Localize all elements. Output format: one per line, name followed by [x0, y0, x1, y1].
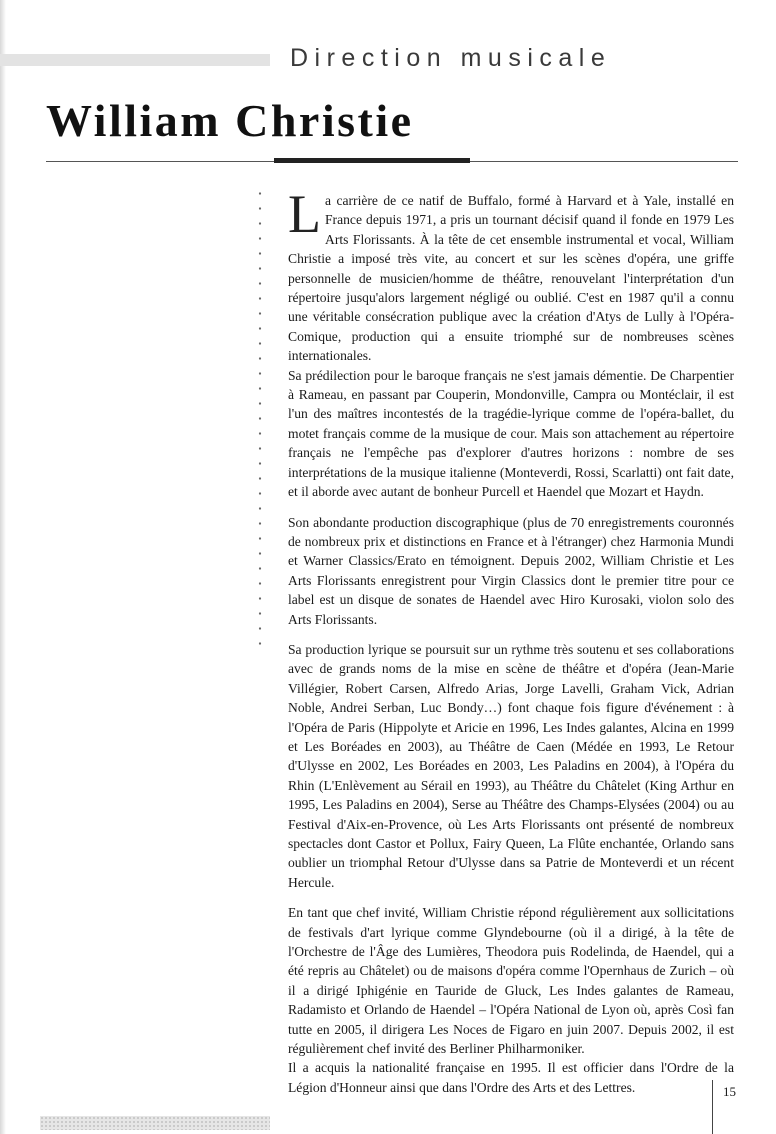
paragraph-3: Son abondante production discographique (plus de 70 enregistrements couronnés de nombreux prix et distinctions en France et à l'étranger) chez Harmonia Mundi et Warner Classics/Erato en témoignent. Depuis 2002, William Christie et Les Arts Florissants enregistrent pour Virgin Classics dont le premier titre pour ce label est un disque de sonates de Haendel avec Hiro Kurosaki, violon solo des Arts Florissants. — [288, 514, 734, 627]
footer-decorative-bar — [40, 1116, 270, 1130]
page-edge-shadow — [0, 0, 6, 1134]
page-number: 15 — [712, 1080, 736, 1134]
header-decorative-bar — [0, 54, 270, 66]
paragraph-text: a carrière de ce natif de Buffalo, formé à Harvard et à Yale, installé en France depuis 1971, a pris un tournant décisif quand il fonde en 1979 Les Arts Florissants. À la tête de cet ensemble instrumental et vocal, William Christie a imposé très vite, au concert et sur les scènes d'opéra, une griffe personnelle de musicien/homme de théâtre, renouvelant l'interprétation d'un répertoire jusqu'alors largement négligé ou oublié. C'est en 1987 qu'il a connu une véritable consécration publique avec la création d'Atys de Lully à l'Opéra-Comique, production qui a ensuite triomphé sur de nombreuses scènes internationales. — [288, 193, 734, 364]
dotted-margin-line — [257, 186, 263, 656]
paragraph-4: Sa production lyrique se poursuit sur un rythme très soutenu et ses collaborations avec de grands noms de la mise en scène de théâtre et d'opéra (Jean-Marie Villégier, Robert Carsen, Alfredo Arias, Jorge Lavelli, Graham Vick, Adrian Noble, Andrei Serban, Luc Bondy…) font chaque fois figure d'événement : à l'Opéra de Paris (Hippolyte et Aricie en 1996, Les Indes galantes, Alcina en 1999 et Les Boréades en 2003), au Théâtre de Caen (Médée en 1993, Le Retour d'Ulysse en 2002, Les Boréades en 2003, Les Paladins en 2004), à l'Opéra du Rhin (L'Enlèvement au Sérail en 1993), au Théâtre du Châtelet (King Arthur en 1995, Les Paladins en 2004), Serse au Théâtre des Champs-Elysées (2004) ou au Festival d'Aix-en-Provence, où Les Arts Florissants ont présenté de nombreux spectacles dont Castor et Pollux, Fairy Queen, La Flûte enchantée, Orlando sans oublier un triomphal Retour d'Ulysse dans sa Patrie de Monteverdi et un récent Hercule. — [288, 641, 734, 890]
page-title: William Christie — [46, 95, 414, 146]
paragraph-2: Sa prédilection pour le baroque français ne s'est jamais démentie. De Charpentier à Rameau, en passant par Couperin, Mondonville, Campra ou Montéclair, il est l'un des maîtres incontestés de la tragédie-lyrique comme de l'opéra-ballet, du motet français comme de la musique de cour. Mais son attachement au répertoire français ne l'empêche pas d'explorer d'autres horizons : nombre de ses interprétations de la musique italienne (Monteverdi, Rossi, Scarlatti) ont fait date, et il aborde avec autant de bonheur Purcell et Haendel que Mozart et Haydn. — [288, 367, 734, 500]
paragraph-5: En tant que chef invité, William Christie répond régulièrement aux sollicitations de festivals d'art lyrique comme Glyndebourne (où il a dirigé, à la tête de l'Orchestre de l'Âge des Lumières, Theodora puis Rodelinda, de Haendel, qui a été repris au Châtelet) ou de maisons d'opéra comme l'Opernhaus de Zurich – où il a dirigé Iphigénie en Tauride de Gluck, Les Indes galantes de Rameau, Radamisto et Orlando de Haendel – l'Opéra National de Lyon où, après Così fan tutte en 2005, il dirigera Les Noces de Figaro en juin 2007. Depuis 2002, il est régulièrement chef invité des Berliner Philharmoniker. — [288, 905, 734, 1057]
section-title: Direction musicale — [290, 44, 612, 72]
paragraph-1 — [288, 184, 734, 366]
biography-text — [288, 184, 734, 1097]
paragraph-6: Il a acquis la nationalité française en 1995. Il est officier dans l'Ordre de la Légion d'Honneur ainsi que dans l'Ordre des Arts et des Lettres. — [288, 1060, 734, 1095]
drop-cap: L — [288, 184, 321, 244]
title-accent-rule — [274, 158, 470, 163]
